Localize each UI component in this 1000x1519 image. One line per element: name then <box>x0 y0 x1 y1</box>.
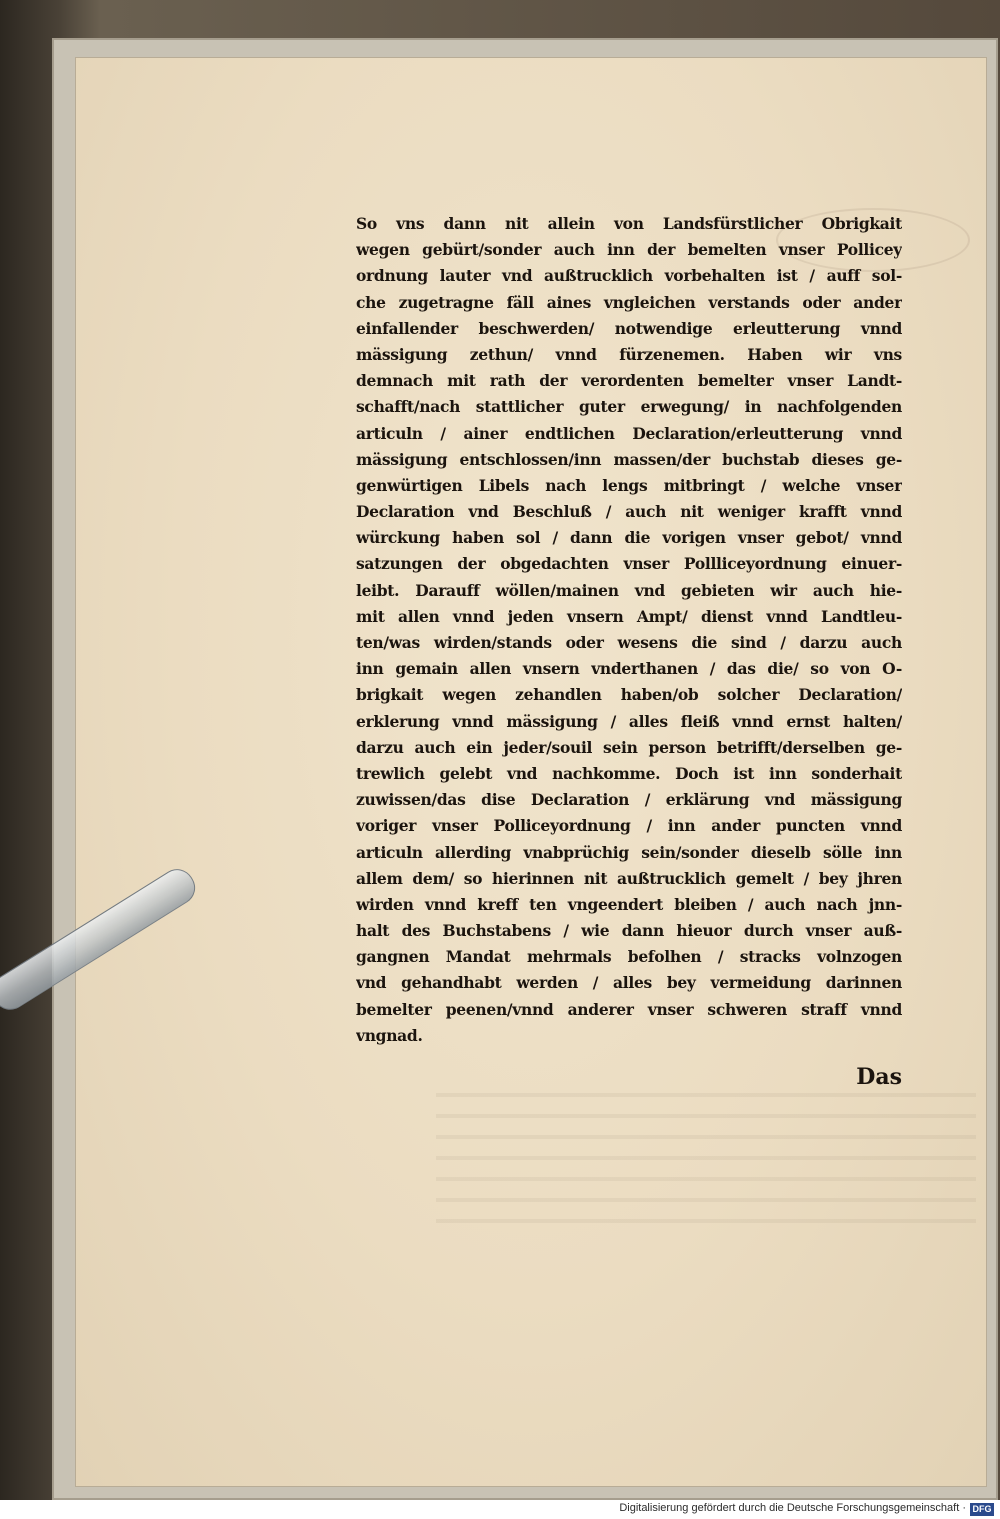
text-line: bemelter peenen/vnnd anderer vnser schweren straff vnnd <box>356 999 902 1019</box>
text-line: vnd gehandhabt werden / alles bey vermeidung darinnen <box>356 973 902 993</box>
text-line: leibt. Darauff wöllen/mainen vnd gebieten wir auch hie- <box>356 580 902 600</box>
text-line: genwürtigen Libels nach lengs mitbringt / welche vnser <box>356 475 902 495</box>
text-line: zuwissen/das dise Declaration / erklärung vnd mässigung <box>356 790 902 810</box>
text-line: ordnung lauter vnd außtrucklich vorbehalten ist / auff sol- <box>356 266 902 286</box>
text-line: demnach mit rath der verordenten bemelter vnser Landt- <box>356 371 902 391</box>
text-line: wegen gebürt/sonder auch inn der bemelten vnser Pollicey <box>356 240 902 260</box>
dfg-logo: DFG <box>970 1503 994 1516</box>
text-line: che zugetragne fäll aines vngleichen verstands oder ander <box>356 292 902 312</box>
text-line: würckung haben sol / dann die vorigen vnser gebot/ vnnd <box>356 528 902 548</box>
text-line: ten/was wirden/stands oder wesens die sind / darzu auch <box>356 633 902 652</box>
text-line: articuln allerding vnabprüchig sein/sonder dieselb sölle inn <box>356 842 902 862</box>
text-line: allem dem/ so hierinnen nit außtrucklich gemelt / bey jhren <box>356 868 902 888</box>
text-line: Declaration vnd Beschluß / auch nit weniger krafft vnnd <box>356 502 902 522</box>
text-line: einfallender beschwerden/ notwendige erleutterung vnnd <box>356 318 902 338</box>
text-line: inn gemain allen vnsern vnderthanen / das die/ so von O- <box>356 659 902 679</box>
text-line: erklerung vnnd mässigung / alles fleiß vnnd ernst halten/ <box>356 711 902 731</box>
text-line: mit allen vnnd jeden vnsern Ampt/ dienst vnnd Landtleu- <box>356 606 902 626</box>
text-line: wirden vnnd kreff ten vngeendert bleiben / auch nach jnn- <box>356 894 902 914</box>
text-line: brigkait wegen zehandlen haben/ob solcher Declaration/ <box>356 685 902 705</box>
text-line: mässigung zethun/ vnnd fürzenemen. Haben wir vns <box>356 344 902 364</box>
text-line: voriger vnser Polliceyordnung / inn ander puncten vnnd <box>356 816 902 836</box>
text-line: gangnen Mandat mehrmals befolhen / stracks volnzogen <box>356 947 902 967</box>
text-line: trewlich gelebt vnd nachkomme. Doch ist inn sonderhait <box>356 763 902 783</box>
footer-bar <box>0 1500 1000 1519</box>
catchword: Das <box>856 1064 902 1090</box>
text-line: articuln / ainer endtlichen Declaration/erleutterung vnnd <box>356 423 902 443</box>
bleed-through-text <box>436 1093 976 1223</box>
text-line: vngnad. <box>356 1025 423 1045</box>
body-text <box>356 211 902 1049</box>
text-line: schafft/nach stattlicher guter erwegung/ in nachfolgenden <box>356 397 902 417</box>
text-line: So vns dann nit allein von Landsfürstlicher Obrigkait <box>356 214 902 233</box>
text-line: halt des Buchstabens / wie dann hieuor durch vnser auß- <box>356 921 902 941</box>
text-line: darzu auch ein jeder/souil sein person betrifft/derselben ge- <box>356 737 902 757</box>
text-line: mässigung entschlossen/inn massen/der buchstab dieses ge- <box>356 449 902 469</box>
text-line: satzungen der obgedachten vnser Pollliceyordnung einuer- <box>356 554 902 574</box>
funding-notice: Digitalisierung gefördert durch die Deutsche Forschungsgemeinschaft · <box>619 1502 966 1514</box>
